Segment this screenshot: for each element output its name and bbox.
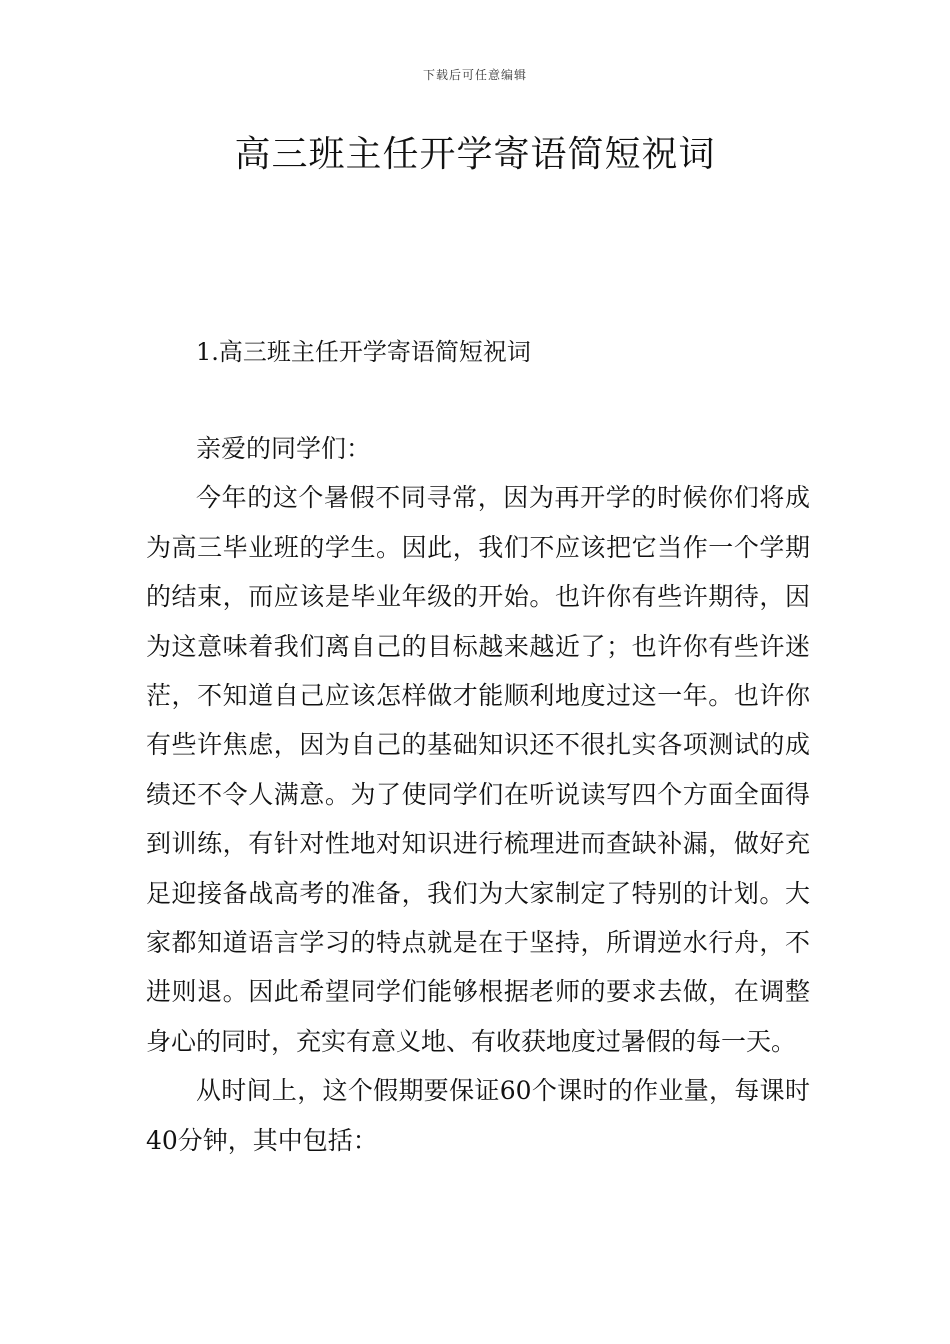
body-paragraph-main: 今年的这个暑假不同寻常，因为再开学的时候你们将成为高三毕业班的学生。因此，我们不应该把它当作一个学期的结束，而应该是毕业年级的开始。也许你有些许期待，因为这意味着我们离自己的目标越来越近了；也许你有些许迷茫，不知道自己应该怎样做才能顺利地度过这一年。也许你有些许焦虑，因为自己的基础知识还不很扎实各项测试的成绩还不令人满意。为了使同学们在听说读写四个方面全面得到训练，有针对性地对知识进行梳理进而查缺补漏，做好充足迎接备战高考的准备，我们为大家制定了特别的计划。大家都知道语言学习的特点就是在于坚持，所谓逆水行舟，不进则退。因此希望同学们能够根据老师的要求去做，在调整身心的同时，充实有意义地、有收获地度过暑假的每一天。 (146, 483, 810, 1056)
section-heading: 1.高三班主任开学寄语简短祝词 (196, 338, 531, 366)
body-paragraph-schedule: 从时间上，这个假期要保证60个课时的作业量，每课时40分钟，其中包括： (146, 1076, 810, 1155)
salutation-paragraph: 亲爱的同学们： (196, 434, 372, 463)
header-note: 下载后可任意编辑 (422, 68, 527, 82)
document-title: 高三班主任开学寄语简短祝词 (234, 134, 716, 175)
document-body (146, 424, 810, 1165)
